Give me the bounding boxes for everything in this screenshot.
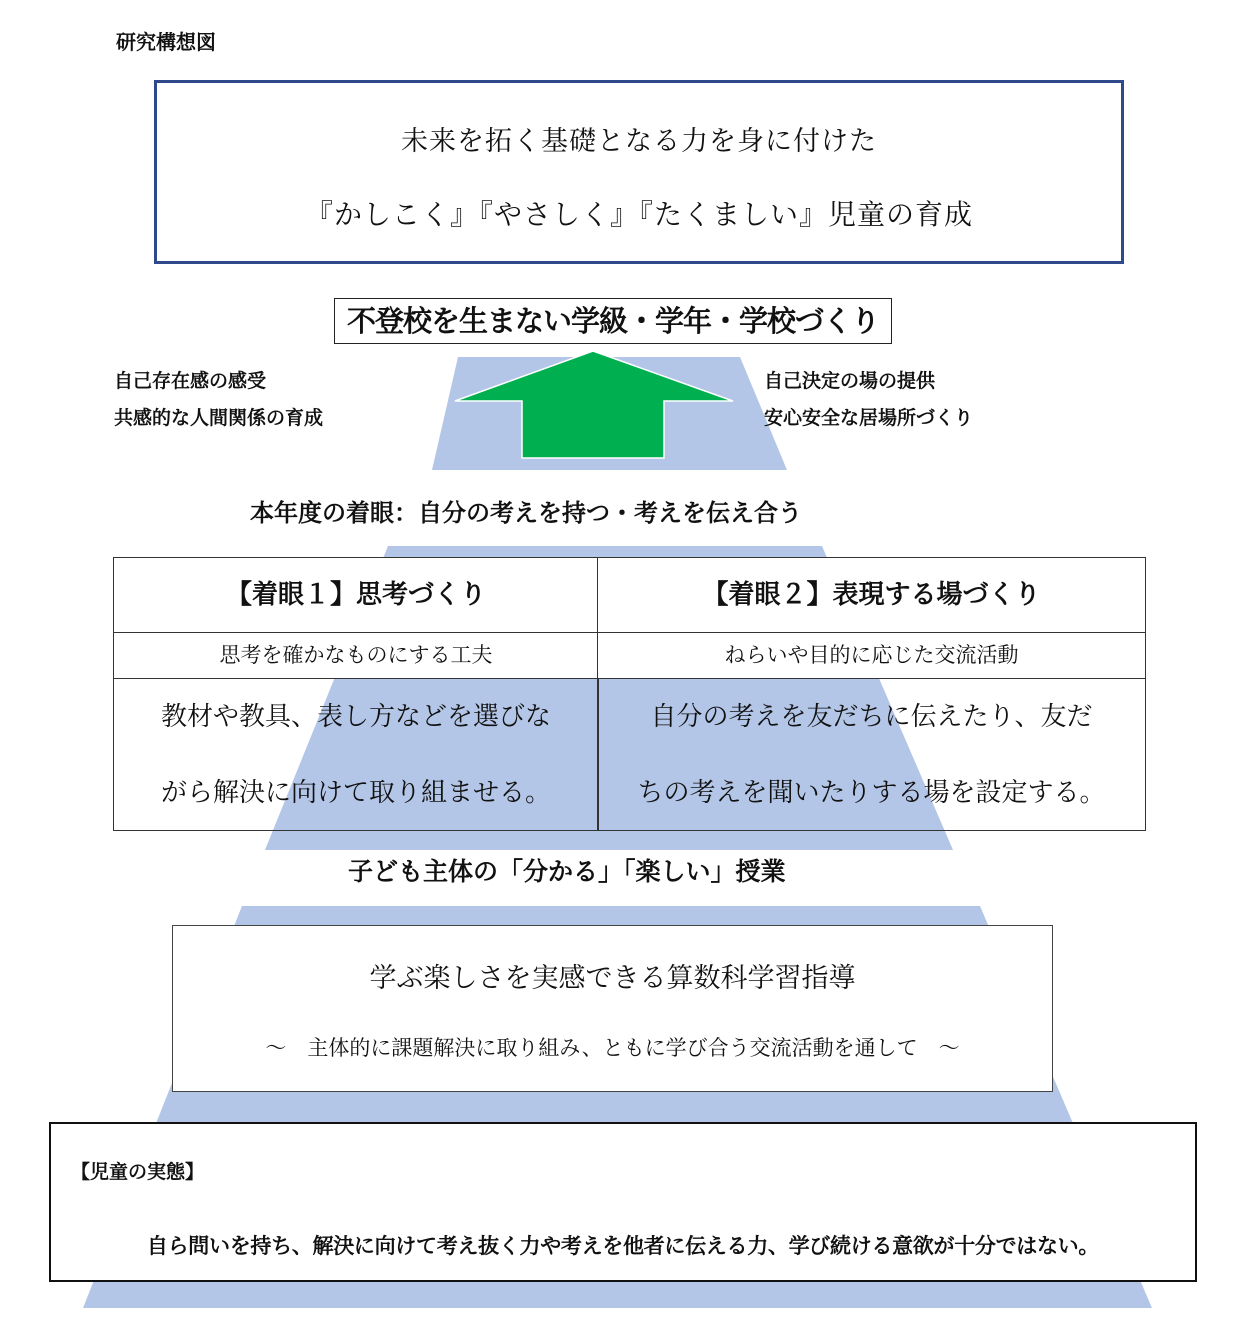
right-point-1: 自己決定の場の提供: [764, 370, 936, 392]
focus-2-subheading: ねらいや目的に応じた交流活動: [597, 632, 1146, 679]
student-state-text: 自ら問いを持ち、解決に向けて考え抜く力や考えを他者に伝える力、学び続ける意欲が十分ではない。: [146, 1234, 1100, 1258]
focus-1-line-1: 教材や教具、表し方などを選びな: [160, 702, 551, 732]
lesson-title: 子ども主体の「分かる」「楽しい」授業: [348, 857, 786, 886]
goal-box: [154, 80, 1124, 264]
focus-table: [113, 557, 1146, 831]
focus-1-heading: 【着眼１】思考づくり: [113, 557, 599, 633]
focus-title: 本年度の着眼：自分の考えを持つ・考えを伝え合う: [250, 499, 802, 527]
math-line-2: ～ 主体的に課題解決に取り組み、ともに学び合う交流活動を通して ～: [265, 1036, 960, 1060]
focus-2-line-1: 自分の考えを友だちに伝えたり、友だ: [650, 702, 1093, 732]
focus-2-line-2: ちの考えを聞いたりする場を設定する。: [637, 778, 1106, 808]
school-goal-box: 不登校を生まない学級・学年・学校づくり: [334, 298, 892, 344]
focus-1-subheading: 思考を確かなものにする工夫: [113, 632, 599, 679]
focus-1-description: [113, 678, 599, 831]
math-line-1: 学ぶ楽しさを実感できる算数科学習指導: [369, 963, 856, 994]
focus-1-line-2: がら解決に向けて取り組ませる。: [160, 778, 551, 808]
focus-2-heading: 【着眼２】表現する場づくり: [597, 557, 1146, 633]
student-state-box: [49, 1122, 1197, 1282]
goal-line-2: 『かしこく』『やさしく』『たくましい』児童の育成: [304, 198, 973, 231]
left-point-2: 共感的な人間関係の育成: [114, 407, 324, 429]
focus-2-description: [597, 678, 1146, 831]
math-guidance-box: [172, 925, 1053, 1092]
left-point-1: 自己存在感の感受: [114, 370, 267, 392]
student-state-heading: 【児童の実態】: [71, 1161, 205, 1183]
right-point-2: 安心安全な居場所づくり: [764, 407, 974, 429]
goal-line-1: 未来を拓く基礎となる力を身に付けた: [401, 126, 877, 157]
page-title: 研究構想図: [116, 30, 216, 54]
